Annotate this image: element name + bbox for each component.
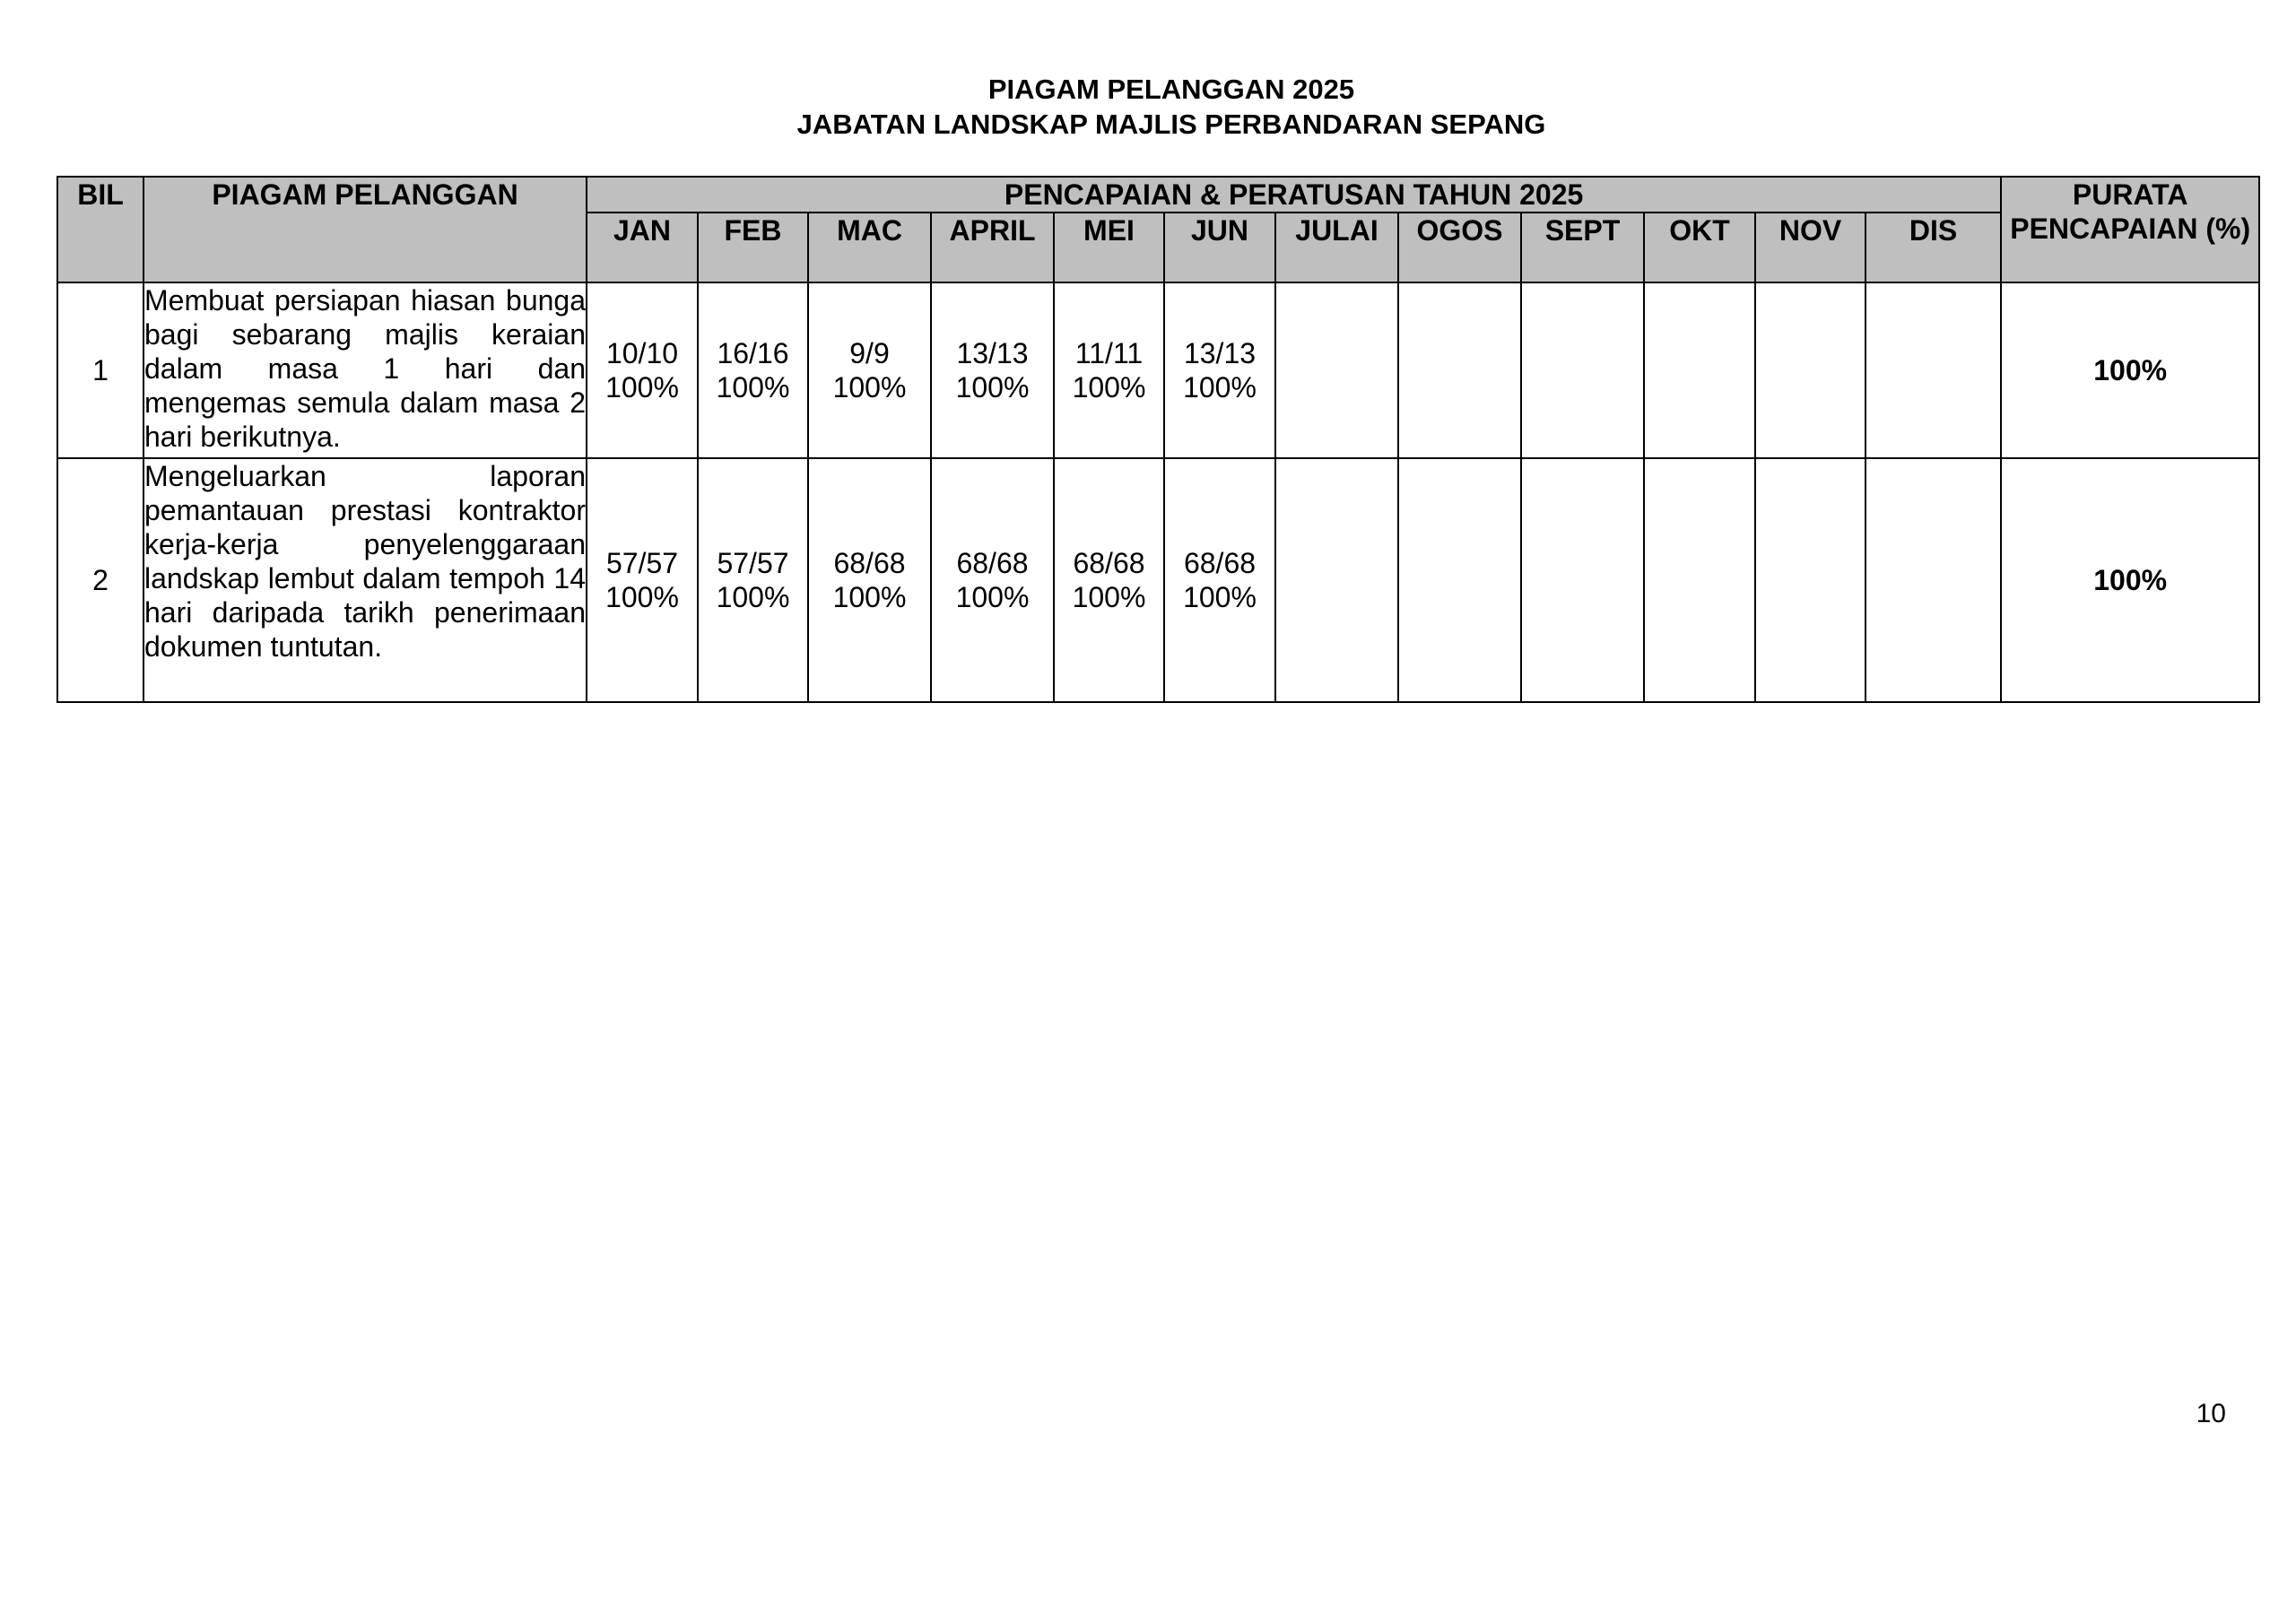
count: 16/16 <box>717 337 789 369</box>
percent: 100% <box>1072 581 1146 613</box>
charter-description: Mengeluarkan laporan pemantauan prestasi kontraktor kerja-kerja penyelenggaraan landskap lembut dalam tempoh 14 hari daripada tarikh penerimaan dokumen tuntutan. <box>144 458 587 702</box>
count: 68/68 <box>833 547 906 579</box>
title-line-2: JABATAN LANDSKAP MAJLIS PERBANDARAN SEPANG <box>796 108 1546 140</box>
percent: 100% <box>605 371 679 404</box>
header-month: SEPT <box>1521 213 1644 282</box>
header-bil: BIL <box>57 177 144 282</box>
month-value <box>1275 282 1398 458</box>
month-value <box>1275 458 1398 702</box>
count: 9/9 <box>849 337 890 369</box>
percent: 100% <box>716 581 790 613</box>
header-month: JULAI <box>1275 213 1398 282</box>
document-title <box>0 72 2296 142</box>
percent: 100% <box>832 581 907 613</box>
month-value <box>587 458 698 702</box>
average-achievement: 100% <box>2001 282 2259 458</box>
percent: 100% <box>1183 581 1257 613</box>
header-pencapaian: PENCAPAIAN & PERATUSAN TAHUN 2025 <box>587 177 2001 213</box>
header-month: MAC <box>808 213 931 282</box>
percent: 100% <box>605 581 679 613</box>
header-month: JAN <box>587 213 698 282</box>
charter-description: Membuat persiapan hiasan bunga bagi sebarang majlis keraian dalam masa 1 hari dan mengemas semula dalam masa 2 hari berikutnya. <box>144 282 587 458</box>
page-number: 10 <box>2196 1399 2226 1428</box>
percent: 100% <box>955 371 1030 404</box>
month-value <box>587 282 698 458</box>
percent: 100% <box>955 581 1030 613</box>
month-value <box>1054 282 1164 458</box>
count: 57/57 <box>717 547 789 579</box>
month-value <box>1398 458 1521 702</box>
month-value <box>1755 458 1866 702</box>
header-month: DIS <box>1866 213 2001 282</box>
header-month: OKT <box>1644 213 1755 282</box>
percent: 100% <box>832 371 907 404</box>
header-month: MEI <box>1054 213 1164 282</box>
table-row <box>57 458 2259 702</box>
month-value <box>1521 282 1644 458</box>
month-value <box>931 282 1054 458</box>
customer-charter-table <box>57 176 2260 703</box>
month-value <box>1054 458 1164 702</box>
count: 10/10 <box>605 337 679 369</box>
row-number: 2 <box>57 458 144 702</box>
month-value <box>1164 458 1275 702</box>
header-month: FEB <box>698 213 808 282</box>
month-value <box>1644 282 1755 458</box>
month-value <box>931 458 1054 702</box>
table-row <box>57 282 2259 458</box>
percent: 100% <box>716 371 790 404</box>
header-purata: PURATA PENCAPAIAN (%) <box>2001 177 2259 282</box>
month-value <box>1866 282 2001 458</box>
month-value <box>808 282 931 458</box>
header-month: NOV <box>1755 213 1866 282</box>
header-month: APRIL <box>931 213 1054 282</box>
count: 13/13 <box>956 337 1029 369</box>
row-number: 1 <box>57 282 144 458</box>
month-value <box>1644 458 1755 702</box>
count: 13/13 <box>1183 337 1257 369</box>
title-line-1: PIAGAM PELANGGAN 2025 <box>987 74 1355 105</box>
month-value <box>1398 282 1521 458</box>
month-value <box>1521 458 1644 702</box>
count: 68/68 <box>956 547 1029 579</box>
count: 68/68 <box>1183 547 1257 579</box>
header-piagam: PIAGAM PELANGGAN <box>144 177 587 282</box>
month-value <box>808 458 931 702</box>
percent: 100% <box>1183 371 1257 404</box>
month-value <box>698 282 808 458</box>
month-value <box>1866 458 2001 702</box>
count: 11/11 <box>1074 337 1144 369</box>
count: 57/57 <box>605 547 679 579</box>
month-value <box>698 458 808 702</box>
average-achievement: 100% <box>2001 458 2259 702</box>
month-value <box>1755 282 1866 458</box>
month-value <box>1164 282 1275 458</box>
header-month: JUN <box>1164 213 1275 282</box>
count: 68/68 <box>1073 547 1145 579</box>
header-month: OGOS <box>1398 213 1521 282</box>
percent: 100% <box>1072 371 1146 404</box>
